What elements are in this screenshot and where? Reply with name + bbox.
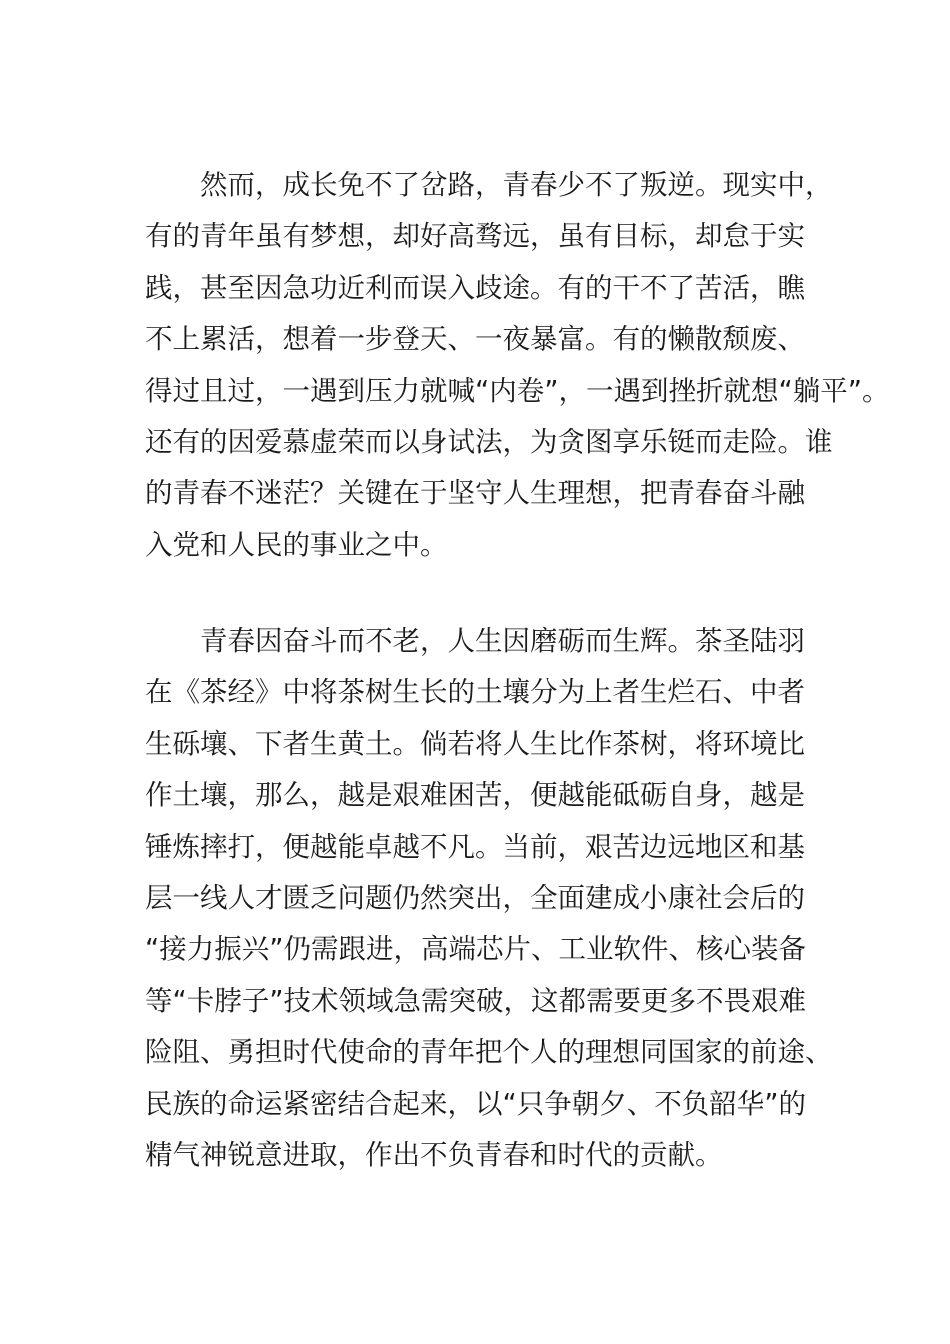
text-line: 还有的因爱慕虚荣而以身试法，为贪图享乐铤而走险。谁	[145, 425, 833, 458]
paragraph-1	[145, 160, 890, 571]
text-line: 青春因奋斗而不老，人生因磨砺而生辉。茶圣陆羽	[200, 625, 805, 657]
text-line: 的青春不迷茫？关键在于坚守人生理想，把青春奋斗融	[145, 477, 805, 510]
text-line: 锤炼摔打，便越能卓越不凡。当前，艰苦边远地区和基	[145, 830, 805, 863]
text-line: 然而，成长免不了岔路，青春少不了叛逆。现实中，	[200, 169, 833, 201]
text-line: 险阻、勇担时代使命的青年把个人的理想同国家的前途、	[145, 1036, 833, 1069]
text-line: 等“卡脖子”技术领域急需突破，这都需要更多不畏艰难	[145, 984, 806, 1017]
text-line: 生砾壤、下者生黄土。倘若将人生比作茶树，将环境比	[145, 727, 805, 760]
paragraph-2	[145, 616, 833, 1181]
text-line: 民族的命运紧密结合起来，以“只争朝夕、不负韶华”的	[145, 1087, 806, 1120]
text-line: 精气神锐意进取，作出不负青春和时代的贡献。	[145, 1138, 723, 1171]
text-line: 层一线人才匮乏问题仍然突出，全面建成小康社会后的	[145, 881, 805, 914]
text-line: 不上累活，想着一步登天、一夜暴富。有的懒散颓废、	[145, 323, 805, 356]
text-line: 得过且过，一遇到压力就喊“内卷”，一遇到挫折就想“躺平”。	[145, 374, 890, 407]
text-line: 有的青年虽有梦想，却好高骛远，虽有目标，却怠于实	[145, 220, 805, 253]
text-line: 作土壤，那么，越是艰难困苦，便越能砥砺自身，越是	[145, 779, 805, 812]
text-line: 践，甚至因急功近利而误入歧途。有的干不了苦活，瞧	[145, 271, 805, 304]
text-line: “接力振兴”仍需跟进，高端芯片、工业软件、核心装备	[145, 933, 806, 966]
text-line: 入党和人民的事业之中。	[145, 528, 448, 561]
text-line: 在《茶经》中将茶树生长的土壤分为上者生烂石、中者	[145, 676, 805, 709]
